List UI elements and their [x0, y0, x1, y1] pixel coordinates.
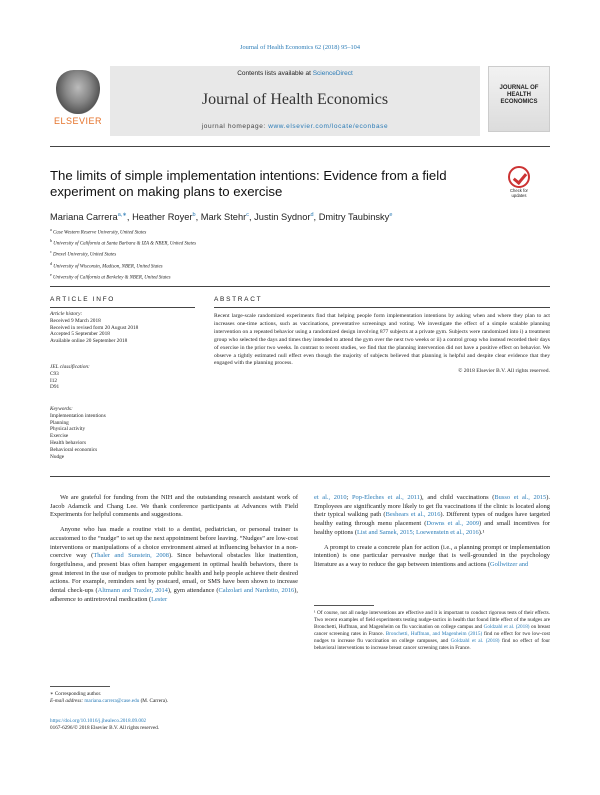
abstract-copyright: © 2018 Elsevier B.V. All rights reserved. — [458, 368, 550, 375]
article-info-rule — [50, 307, 195, 308]
reference-link[interactable]: Thaler and Sunstein, 2008 — [93, 552, 169, 560]
text-run: on breast cancer screening rates in France. — [314, 623, 550, 637]
text-run: We are grateful for funding from the NIH and the outstanding research assistant work of Jacob Adamcik and Chang Lee. We thank conference participants at Advances with Field Experiments for helpful comments and suggestions. — [50, 494, 298, 519]
author-name: Justin Sydnor — [254, 212, 311, 223]
keywords — [50, 406, 195, 460]
homepage-link[interactable]: www.elsevier.com/locate/econbase — [268, 123, 389, 130]
author-affiliation-marker[interactable]: d — [310, 212, 314, 218]
reference-link[interactable]: Busso et al., 2015 — [494, 494, 547, 501]
history-line: Received 9 March 2018 — [50, 317, 101, 324]
reference-link[interactable]: Calzolari and Nardotto, 2016 — [218, 587, 295, 595]
reference-link[interactable]: Gollwitzer and — [490, 560, 529, 568]
jel-label: JEL classification: — [50, 364, 90, 370]
reference-link[interactable]: Goldzahl et al. (2018) — [450, 637, 500, 644]
issn-line: 0167-6296/© 2018 Elsevier B.V. All rights reserved. — [50, 724, 160, 731]
author-name: Mariana Carrera — [50, 212, 118, 223]
affiliation-item: $^a$ Case Western Reserve University, United States — [50, 227, 147, 236]
affiliation-item: $^b$ University of California at Santa Barbara & IZA & NBER, United States — [50, 238, 197, 247]
history-line: Available online 20 September 2018 — [50, 338, 128, 345]
article-info-heading: ARTICLE INFO — [50, 296, 116, 303]
jel-classification — [50, 364, 195, 391]
author-name: Mark Stehr — [200, 212, 247, 223]
check-updates-icon — [508, 166, 530, 188]
history-line: Accepted 5 September 2018 — [50, 331, 110, 338]
author-name: Heather Royer — [132, 212, 193, 223]
body-paragraph — [314, 494, 550, 538]
reference-link[interactable]: Downs et al., 2009 — [426, 520, 480, 528]
reference-link[interactable]: Pop-Eleches et al., 2011 — [352, 494, 420, 501]
journal-homepage: journal homepage: www.elsevier.com/locate/econbase — [201, 123, 389, 130]
abstract-body — [214, 313, 550, 376]
contents-line: Contents lists available at ScienceDirect — [237, 70, 353, 77]
keyword-item: Physical activity — [50, 426, 86, 433]
body-paragraph — [314, 544, 550, 570]
tree-logo-icon — [56, 70, 100, 114]
affiliation-list — [50, 226, 400, 282]
footnote-rule — [314, 605, 374, 606]
reference-link[interactable]: Altmann and Traxler, 2014 — [97, 587, 168, 595]
doi-link[interactable]: https://doi.org/10.1016/j.jhealeco.2018.09.002 — [50, 718, 147, 724]
author-affiliation-marker[interactable]: c — [246, 212, 249, 218]
text-run: Anyone who has made a routine visit to a dentist, pediatrician, or personal trainer is accustomed to the “nudge” to set up the next appointment before leaving. “Nudges” are low-cost interventions or manipulations of a choice environment aimed at influencing behavior in a non-coercive way ( — [50, 526, 298, 560]
header-divider — [50, 146, 550, 147]
text-run: A prompt to create a concrete plan for action (i.e., a planning prompt or implementation intention) is one particular pervasive nudge that is well-grounded in the psychology literature as a way to reduce the gap between intentions and actions ( — [314, 543, 550, 568]
keywords-label: Keywords: — [50, 406, 73, 412]
reference-link[interactable]: Bronchetti, Huffman, and Magenheim (2015) — [385, 630, 483, 637]
abstract-rule — [214, 307, 550, 308]
text-run: ¹ Of course, not all nudge interventions are effective and it is important to conduct rigorous tests of their effects. Two recent examples of field experiments testing nudge-tactics in health that found little effect of the nudges are Bronchetti, Huffman, and Magenheim on flu vaccination on college campus and — [314, 610, 550, 630]
body-paragraph — [50, 494, 298, 520]
text-run: ).¹ — [478, 528, 485, 536]
footnote-text — [314, 610, 550, 651]
text-run: ). Since behavioral obstacles like inattention, forgetfulness, and present bias often hamper engagement in optimal health behaviors, there is great interest in the use of nudges to promote public health and help people achieve their desired actions. For example, reminders sent by postcard, email, or SMS have been shown to increase dental check-ups ( — [50, 552, 298, 595]
journal-header — [50, 66, 550, 136]
footnote-rule — [50, 686, 110, 687]
section-divider — [50, 286, 550, 287]
keyword-item: Health behaviors — [50, 439, 87, 446]
text-run: ), gym attendance ( — [167, 587, 219, 595]
jel-code: C93 — [50, 370, 59, 377]
author-affiliation-marker[interactable]: a,∗ — [117, 212, 127, 218]
check-for-updates-button[interactable] — [505, 166, 533, 200]
contents-banner — [110, 66, 480, 136]
reference-link[interactable]: et al., 2010 — [314, 494, 347, 501]
keyword-item: Exercise — [50, 433, 69, 440]
text-run: find no effect of four behavioral interventions to increase breast cancer screening rates in France. — [314, 637, 551, 651]
body-paragraph — [50, 526, 298, 604]
abstract-text: Recent large-scale randomized experiments find that helping people form implementation intentions by asking when and where they plan to act increases one-time actions, such as vaccinations, preventative screenings and voting. We investigate the effect of a simple scalable planning intervention on a repeated behavior using a randomized design involving 877 subjects at a private gym. Subjects were randomized into i) a treatment group who selected the days and times they intended to attend the gym over the next two weeks or ii) a control group who instead recorded their days of exercise in the prior two weeks. In contrast to recent studies, we find that the planning intervention did not have a positive effect on behavior. We observe a tightly estimated null effect even though the majority of subjects believed that planning is helpful and despite clear evidence that they engaged with the planning process. — [214, 313, 550, 367]
affiliation-item: $^d$ University of Wisconsin, Madison, NBER, United States — [50, 260, 163, 270]
author-affiliation-marker[interactable]: b — [192, 212, 196, 218]
email-line: E-mail address: mariana.carrera@case.edu (M. Carrera). — [50, 697, 169, 704]
publisher-name: ELSEVIER — [53, 116, 103, 126]
corresponding-label: ∗ Corresponding author. — [50, 691, 102, 697]
reference-link[interactable]: Beshears et al., 2016 — [385, 511, 441, 519]
body-divider — [50, 476, 550, 477]
affiliation-item: $^c$ Drexel University, United States — [50, 249, 117, 259]
keyword-item: Implementation intentions — [50, 412, 106, 419]
doi-block — [50, 718, 298, 732]
body-column-right — [314, 494, 550, 570]
article-history — [50, 311, 195, 345]
corresponding-author-note — [50, 686, 298, 705]
journal-cover-image — [488, 66, 550, 132]
article-title: The limits of simple implementation intentions: Evidence from a field experiment on making plans to exercise — [50, 168, 447, 199]
author-list: Mariana Carrera$^{a,∗}$, Heather Royer$^b$, Mark Stehr$^c$, Justin Sydnor$^d$, Dmitry Taubinsky$^e$ — [50, 212, 393, 223]
abstract-heading: ABSTRACT — [214, 296, 263, 303]
jel-code: D91 — [50, 384, 60, 391]
check-updates-label: Check for updates — [510, 188, 528, 198]
history-line: Received in revised form 20 August 2018 — [50, 324, 139, 331]
text-run: find no effect for two low-cost nudges to increase flu vaccination on college campuses, and — [314, 630, 550, 644]
reference-link[interactable]: Lester — [151, 595, 168, 603]
cover-title: JOURNAL OF HEALTH ECONOMICS — [499, 85, 539, 105]
reference-link[interactable]: Goldzahl et al. (2018) — [483, 623, 530, 630]
text-run: ) and small incentives for healthy options ( — [314, 520, 550, 536]
article-history-label: Article history: — [50, 311, 83, 317]
jel-code: I12 — [50, 377, 58, 384]
sciencedirect-link[interactable]: ScienceDirect — [312, 70, 353, 77]
text-run: ; — [346, 494, 352, 501]
body-column-left — [50, 494, 298, 604]
elsevier-logo — [50, 66, 106, 128]
reference-link[interactable]: List and Samek, 2015; Loewenstein et al., 2016 — [356, 528, 479, 536]
author-name: Dmitry Taubinsky — [318, 212, 390, 223]
footnote-1 — [314, 605, 550, 651]
author-affiliation-marker[interactable]: e — [389, 212, 393, 218]
keyword-item: Nudge — [50, 453, 65, 460]
keyword-item: Planning — [50, 419, 69, 426]
text-run: ), and child vaccinations ( — [419, 494, 495, 501]
journal-citation-link[interactable]: Journal of Health Economics 62 (2018) 95–104 — [240, 44, 360, 51]
journal-citation — [0, 44, 600, 51]
journal-title: Journal of Health Economics — [201, 91, 389, 108]
email-link[interactable]: mariana.carrera@case.edu — [84, 697, 140, 704]
affiliation-item: $^e$ University of California at Berkeley & NBER, United States — [50, 271, 171, 281]
keyword-item: Behavioral economics — [50, 446, 98, 453]
text-run: ), adherence to antiretroviral medication ( — [50, 587, 298, 603]
text-run: ). Different types of nudges have targeted healthy eating through menu placement ( — [314, 511, 550, 528]
text-run: ). Employees are significantly more likely to get flu vaccinations if the clinic is located along their typical walking path ( — [314, 494, 550, 519]
